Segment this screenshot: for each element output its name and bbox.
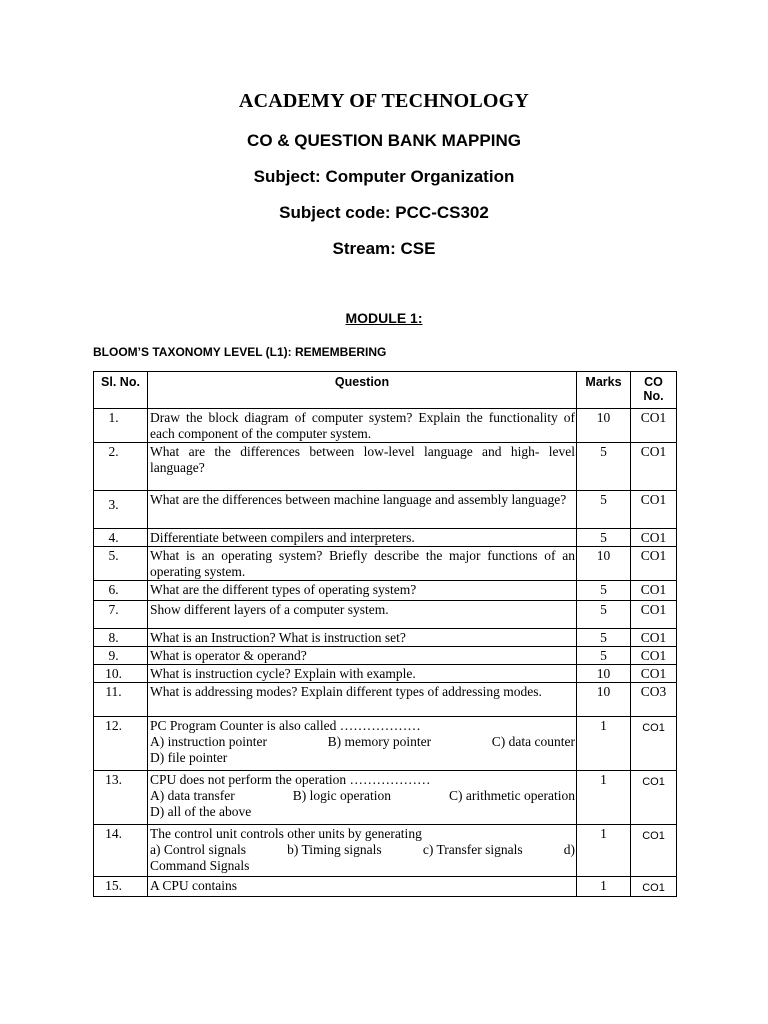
marks-cell: 1 [577,825,631,877]
marks-cell: 10 [577,683,631,717]
sl-no-cell: 11. [94,683,148,717]
marks-cell: 1 [577,717,631,771]
co-cell: CO1 [631,665,677,683]
table-row [94,601,677,629]
table-row [94,581,677,601]
option-d: Command Signals [150,858,250,873]
options-line [150,734,575,750]
sl-no-cell: 8. [94,629,148,647]
subject-heading: Subject: Computer Organization [253,167,515,186]
marks-cell: 5 [577,443,631,491]
question-cell: What is addressing modes? Explain different types of addressing modes. [148,683,577,717]
sl-no-cell: 9. [94,647,148,665]
table-row [94,717,677,771]
marks-cell: 5 [577,491,631,529]
co-cell: CO1 [631,443,677,491]
sl-no-cell: 12. [94,717,148,771]
sl-no-cell: 3. [94,491,148,529]
table-row [94,665,677,683]
question-cell: What are the differences between machine language and assembly language? [148,491,577,529]
column-header-co-no: CO No. [631,372,677,409]
options-line [150,788,575,804]
sl-no-cell: 7. [94,601,148,629]
sl-no-cell: 14. [94,825,148,877]
option-a: A) data transfer [150,788,235,803]
option-a: a) Control signals [150,842,246,857]
question-cell: What is an operating system? Briefly describe the major functions of an operating system. [148,547,577,581]
marks-cell: 5 [577,647,631,665]
marks-cell: 10 [577,547,631,581]
co-cell: CO1 [631,529,677,547]
document-title: CO & QUESTION BANK MAPPING [247,131,521,150]
subject-code-heading: Subject code: PCC-CS302 [279,203,489,222]
sl-no-cell: 6. [94,581,148,601]
table-row [94,771,677,825]
column-header-sl-no: Sl. No. [94,372,148,409]
sl-no-cell: 13. [94,771,148,825]
sl-no-cell: 2. [94,443,148,491]
co-cell: CO1 [631,547,677,581]
table-row [94,877,677,897]
sl-no-cell: 10. [94,665,148,683]
column-header-question: Question [148,372,577,409]
question-cell: What is an Instruction? What is instruction set? [148,629,577,647]
marks-cell: 5 [577,581,631,601]
sl-no-cell: 4. [94,529,148,547]
stream-heading: Stream: CSE [332,239,436,258]
marks-cell: 10 [577,409,631,443]
question-cell: A CPU contains [148,877,577,897]
table-row [94,529,677,547]
question-cell [148,825,577,877]
option-c: C) arithmetic operation [449,788,575,803]
marks-cell: 5 [577,629,631,647]
co-cell: CO1 [631,409,677,443]
table-row [94,647,677,665]
marks-cell: 10 [577,665,631,683]
question-text: PC Program Counter is also called ……………… [150,718,421,733]
sl-no-cell: 5. [94,547,148,581]
question-cell: Show different layers of a computer system. [148,601,577,629]
table-row [94,825,677,877]
option-a: A) instruction pointer [150,734,267,749]
co-cell: CO1 [631,629,677,647]
co-cell: CO1 [631,491,677,529]
option-b: B) memory pointer [327,734,432,749]
institution-title: ACADEMY OF TECHNOLOGY [238,90,530,112]
marks-cell: 5 [577,601,631,629]
table-row [94,547,677,581]
question-cell: What are the differences between low-level language and high- level language? [148,443,577,491]
option-d-lead: d) [563,842,575,857]
option-d: D) all of the above [150,804,252,819]
question-cell: Differentiate between compilers and interpreters. [148,529,577,547]
co-cell: CO1 [631,771,677,825]
co-cell: CO1 [631,825,677,877]
option-b: B) logic operation [292,788,391,803]
marks-cell: 1 [577,771,631,825]
marks-cell: 5 [577,529,631,547]
table-header-row [94,372,677,409]
co-cell: CO1 [631,647,677,665]
option-c: C) data counter [491,734,575,749]
table-row [94,683,677,717]
question-bank-table [93,371,677,897]
marks-cell: 1 [577,877,631,897]
column-header-marks: Marks [577,372,631,409]
question-cell: What are the different types of operating system? [148,581,577,601]
options-line [150,842,575,858]
question-cell: What is instruction cycle? Explain with example. [148,665,577,683]
co-cell: CO1 [631,877,677,897]
option-c: c) Transfer signals [422,842,523,857]
module-heading: MODULE 1: [345,310,423,326]
co-cell: CO3 [631,683,677,717]
bloom-level-heading: BLOOM’S TAXONOMY LEVEL (L1): REMEMBERING [93,345,387,359]
co-cell: CO1 [631,601,677,629]
table-row [94,491,677,529]
table-row [94,409,677,443]
question-cell [148,771,577,825]
question-cell: What is operator & operand? [148,647,577,665]
option-b: b) Timing signals [287,842,382,857]
option-d: D) file pointer [150,750,228,765]
question-cell [148,717,577,771]
question-cell: Draw the block diagram of computer system? Explain the functionality of each component of the computer system. [148,409,577,443]
table-row [94,629,677,647]
table-row [94,443,677,491]
question-text: CPU does not perform the operation ……………… [150,772,431,787]
co-cell: CO1 [631,717,677,771]
sl-no-cell: 1. [94,409,148,443]
co-cell: CO1 [631,581,677,601]
sl-no-cell: 15. [94,877,148,897]
question-text: The control unit controls other units by generating [150,826,422,841]
